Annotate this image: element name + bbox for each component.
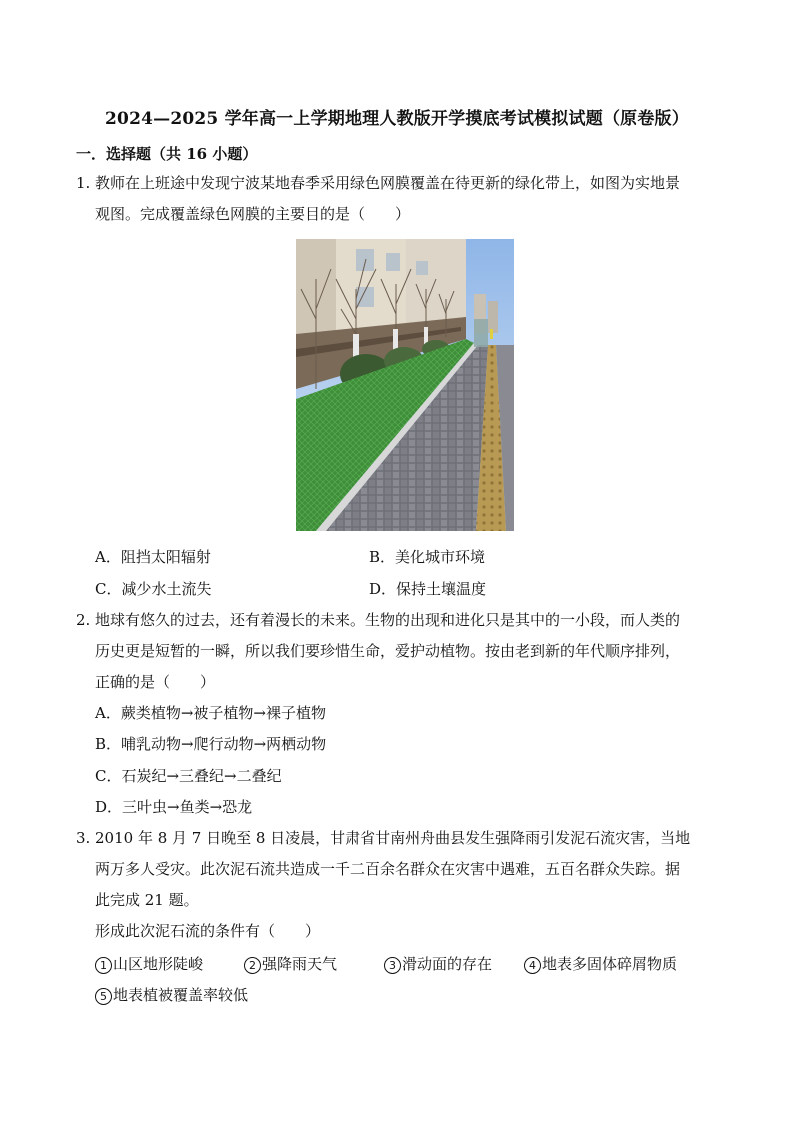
question-text-line: 观图。完成覆盖绿色网膜的主要目的是（ ） [95,205,411,223]
statement-4[interactable]: 4 地表多固体碎屑物质 [524,953,677,975]
question-text-line: 教师在上班途中发现宁波某地春季采用绿色网膜覆盖在待更新的绿化带上，如图为实地景 [95,174,681,192]
section-heading: 一．选择题（共 16 小题） [76,145,258,163]
greenbelt-photo [296,239,514,531]
question-2 [76,605,726,698]
question-number: 1. [76,174,91,192]
question-number: 2. [76,611,91,629]
option-d[interactable]: D．保持土壤温度 [369,580,487,598]
circled-number: 2 [244,957,261,974]
question-prompt: 形成此次泥石流的条件有（ ） [95,922,321,940]
question-text-line: 正确的是（ ） [95,673,216,691]
question-number: 3. [76,829,91,847]
page-title: 2024—2025 学年高一上学期地理人教版开学摸底考试模拟试题（原卷版） [105,109,689,129]
question-text-line: 地球有悠久的过去，还有着漫长的未来。生物的出现和进化只是其中的一小段，而人类的 [95,611,681,629]
option-b[interactable]: B．美化城市环境 [369,548,486,566]
option-b[interactable]: B．哺乳动物→爬行动物→两栖动物 [95,735,327,753]
circled-number: 5 [95,988,112,1005]
circled-number: 1 [95,957,112,974]
statement-2[interactable]: 2 强降雨天气 [244,953,337,975]
question-text-line: 两万多人受灾。此次泥石流共造成一千二百余名群众在灾害中遇难，五百名群众失踪。据 [95,860,681,878]
circled-number: 4 [524,957,541,974]
option-a[interactable]: A．蕨类植物→被子植物→裸子植物 [95,704,326,722]
option-a[interactable]: A．阻挡太阳辐射 [95,548,211,566]
question-3 [76,823,726,947]
statement-1[interactable]: 1 山区地形陡峻 [95,953,203,975]
option-c[interactable]: C．石炭纪→三叠纪→二叠纪 [95,767,282,785]
question-text-line: 此完成 21 题。 [95,891,199,909]
question-1 [76,168,726,230]
question-text-line: 历史更是短暂的一瞬，所以我们要珍惜生命，爱护动植物。按由老到新的年代顺序排列， [95,642,681,660]
option-d[interactable]: D．三叶虫→鱼类→恐龙 [95,798,253,816]
statement-3[interactable]: 3 滑动面的存在 [384,953,492,975]
circled-number: 3 [384,957,401,974]
question-text-line: 2010 年 8 月 7 日晚至 8 日凌晨，甘肃省甘南州舟曲县发生强降雨引发泥石流灾害，当地 [95,829,691,847]
option-c[interactable]: C．减少水土流失 [95,580,212,598]
statement-5[interactable]: 5 地表植被覆盖率较低 [95,984,248,1006]
